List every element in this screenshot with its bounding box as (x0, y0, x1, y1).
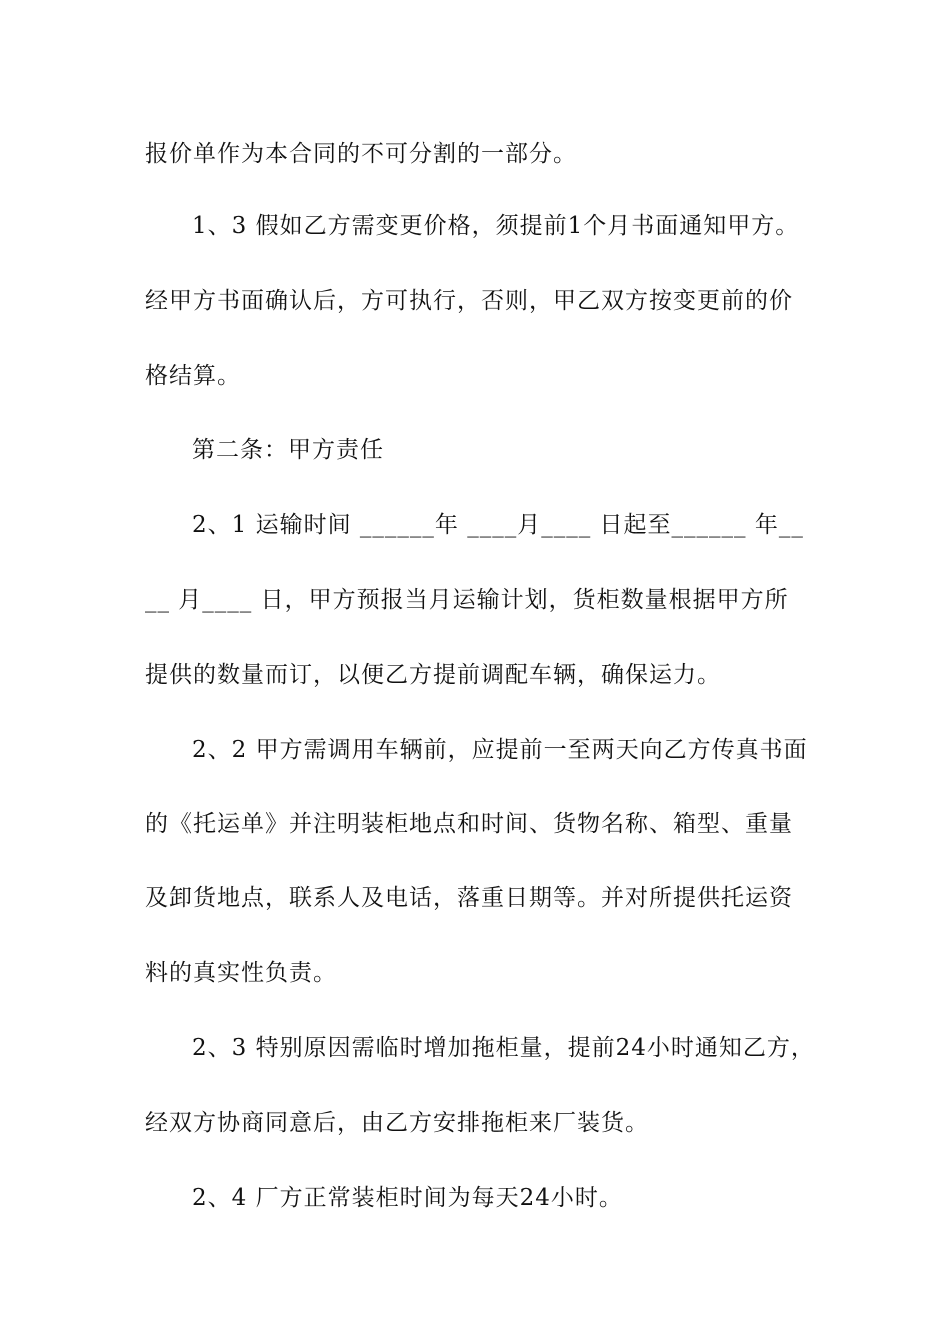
clause-1-3: 1、3 假如乙方需变更价格，须提前1个月书面通知甲方。 (192, 213, 800, 239)
text-line: 提供的数量而订，以便乙方提前调配车辆，确保运力。 (145, 662, 721, 688)
text-line: 经双方协商同意后，由乙方安排拖柜来厂装货。 (145, 1110, 649, 1136)
text-line: __ 月____ 日，甲方预报当月运输计划，货柜数量根据甲方所 (145, 587, 789, 613)
section-heading: 第二条：甲方责任 (192, 437, 384, 463)
clause-2-1: 2、1 运输时间 ______年 ____月____ 日起至______ 年__ (192, 512, 804, 538)
text-line: 格结算。 (145, 363, 241, 389)
clause-2-4: 2、4 厂方正常装柜时间为每天24小时。 (192, 1185, 623, 1211)
text-line: 报价单作为本合同的不可分割的一部分。 (145, 141, 577, 167)
text-line: 及卸货地点，联系人及电话，落重日期等。并对所提供托运资 (145, 885, 793, 911)
clause-2-3: 2、3 特别原因需临时增加拖柜量，提前24小时通知乙方， (192, 1035, 815, 1061)
text-line: 的《托运单》并注明装柜地点和时间、货物名称、箱型、重量 (145, 811, 793, 837)
clause-2-2: 2、2 甲方需调用车辆前，应提前一至两天向乙方传真书面 (192, 737, 808, 763)
text-line: 经甲方书面确认后，方可执行，否则，甲乙双方按变更前的价 (145, 288, 793, 314)
text-line: 料的真实性负责。 (145, 960, 337, 986)
